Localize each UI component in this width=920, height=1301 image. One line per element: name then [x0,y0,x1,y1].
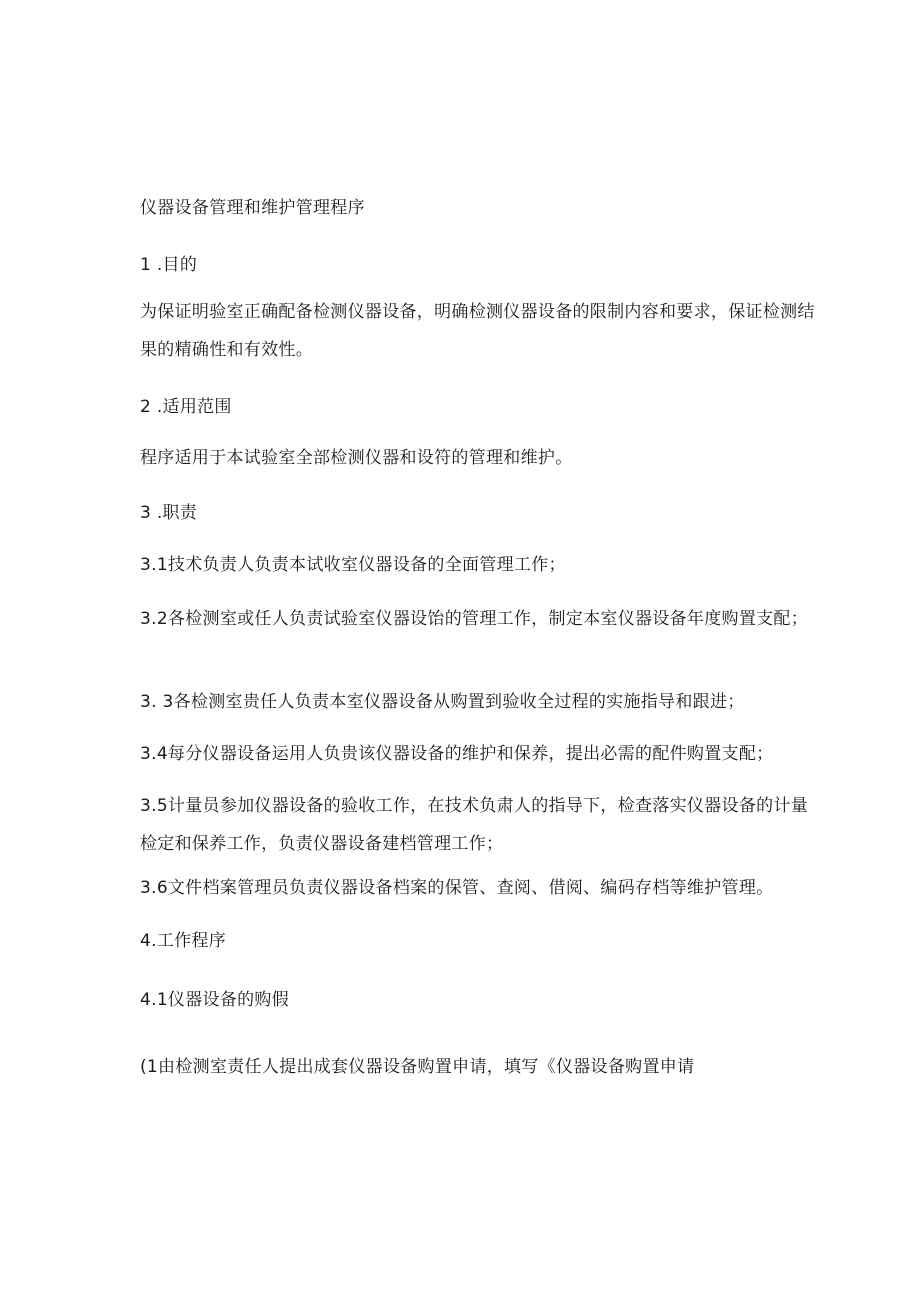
section-heading-duties: 3 .职责 [140,503,198,523]
section-text-purpose: 为保证明验室正确配备检测仪器设备，明确检测仪器设备的限制内容和要求，保证检测结果的精确性和有效性。 [140,302,815,360]
document-title: 仪器设备管理和维护管理程序 [140,198,365,218]
duty-item: 3.5计量员参加仪器设备的验收工作，在技术负肃人的指导下，检查落实仪器设备的计量检定和保养工作，负责仪器设备建档管理工作； [140,796,809,854]
duty-item: 3.4每分仪器设备运用人负贵该仪器设备的维护和保养，提出必需的配件购置支配； [140,744,774,764]
section-heading-purpose: 1 .目的 [140,255,198,275]
section-text-scope: 程序适用于本试验室全部检测仪器和设符的管理和维护。 [140,448,573,468]
section-heading-scope: 2 .适用范围 [140,397,232,417]
section-subheading-procurement: 4.1仪器设备的购假 [140,990,290,1010]
section-text-procedure: (1由检测室责任人提出成套仪器设备购置申请，填写《仪器设备购置申请 [140,1057,695,1077]
duty-item: 3.6文件档案管理员负责仪器设备档案的保管、查阅、借阅、编码存档等维护管理。 [140,878,774,898]
section-heading-procedure: 4.工作程序 [140,931,227,951]
duty-item: 3.1技术负责人负责本试收室仪器设备的全面管理工作； [140,555,566,575]
duty-item: 3.2各检测室或任人负责试验室仪器设饴的管理工作，制定本室仪器设备年度购置支配； [140,609,809,629]
duty-item: 3. 3各检测室贵任人负责本室仪器设备从购置到验收全过程的实施指导和跟进； [140,692,745,712]
